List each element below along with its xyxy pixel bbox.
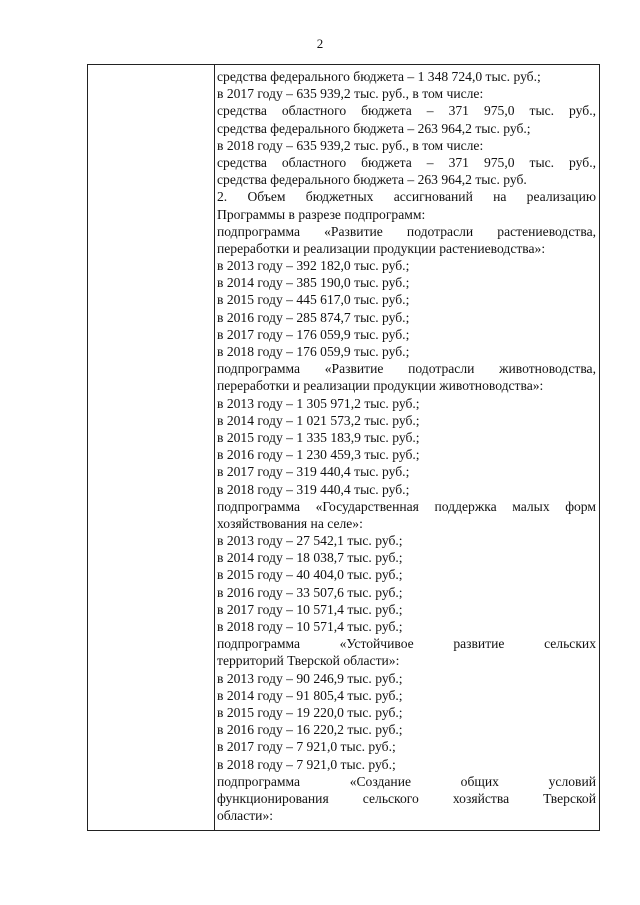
text-line: в 2017 году – 7 921,0 тыс. руб.;	[217, 739, 396, 755]
text-line: в 2015 году – 19 220,0 тыс. руб.;	[217, 704, 403, 720]
text-line: территорий Тверской области»:	[217, 653, 400, 669]
text-line: в 2017 году – 319 440,4 тыс. руб.;	[217, 464, 410, 480]
text-line: в 2017 году – 635 939,2 тыс. руб., в том числе:	[217, 86, 484, 102]
text-line: подпрограмма «Развитие подотрасли животноводства,	[217, 361, 596, 377]
passport-table	[87, 64, 600, 831]
text-line: хозяйствования на селе»:	[217, 515, 363, 531]
text-line: средства федерального бюджета – 1 348 724,0 тыс. руб.;	[217, 69, 541, 84]
text-line: в 2013 году – 90 246,9 тыс. руб.;	[217, 670, 403, 686]
text-line: в 2015 году – 445 617,0 тыс. руб.;	[217, 292, 410, 308]
table-content-cell	[215, 65, 599, 830]
text-line: в 2015 году – 1 335 183,9 тыс. руб.;	[217, 429, 420, 445]
text-line: в 2018 году – 176 059,9 тыс. руб.;	[217, 344, 410, 359]
text-line: в 2017 году – 10 571,4 тыс. руб.;	[217, 601, 403, 617]
text-line: в 2018 году – 10 571,4 тыс. руб.;	[217, 619, 403, 634]
page-number: 2	[316, 36, 324, 51]
table-label-cell	[88, 65, 215, 830]
text-line: в 2013 году – 27 542,1 тыс. руб.;	[217, 533, 403, 549]
text-line: 2. Объем бюджетных ассигнований на реализацию	[217, 189, 596, 205]
text-line: области»:	[217, 808, 274, 824]
text-line: в 2014 году – 91 805,4 тыс. руб.;	[217, 687, 403, 703]
text-line: переработки и реализации продукции растениеводства»:	[217, 240, 546, 256]
text-line: в 2013 году – 1 305 971,2 тыс. руб.;	[217, 395, 420, 411]
text-line: подпрограмма «Развитие подотрасли растениеводства,	[217, 223, 596, 239]
text-line: в 2017 году – 176 059,9 тыс. руб.;	[217, 326, 410, 342]
text-line: в 2015 году – 40 404,0 тыс. руб.;	[217, 567, 403, 583]
text-line: в 2016 году – 33 507,6 тыс. руб.;	[217, 584, 403, 600]
text-line: в 2018 году – 635 939,2 тыс. руб., в том числе:	[217, 137, 484, 153]
text-line: в 2016 году – 16 220,2 тыс. руб.;	[217, 722, 403, 738]
text-line: функционирования сельского хозяйства Тверской	[217, 790, 596, 806]
text-line: в 2018 году – 7 921,0 тыс. руб.;	[217, 756, 396, 772]
text-line: средства федерального бюджета – 263 964,2 тыс. руб.;	[217, 120, 531, 136]
text-line: в 2014 году – 18 038,7 тыс. руб.;	[217, 550, 403, 566]
text-line: в 2013 году – 392 182,0 тыс. руб.;	[217, 258, 410, 274]
text-line: Программы в разрезе подпрограмм:	[217, 206, 426, 222]
text-line: подпрограмма «Создание общих условий	[217, 773, 596, 789]
text-line: средства областного бюджета – 371 975,0 тыс. руб.,	[217, 154, 596, 170]
text-line: в 2018 году – 319 440,4 тыс. руб.;	[217, 481, 410, 497]
text-line: средства областного бюджета – 371 975,0 тыс. руб.,	[217, 103, 596, 119]
text-line: в 2016 году – 1 230 459,3 тыс. руб.;	[217, 447, 420, 463]
text-line: в 2014 году – 385 190,0 тыс. руб.;	[217, 275, 410, 291]
text-line: в 2016 году – 285 874,7 тыс. руб.;	[217, 309, 410, 325]
text-line: подпрограмма «Государственная поддержка малых форм	[217, 498, 596, 514]
text-line: подпрограмма «Устойчивое развитие сельских	[217, 636, 596, 652]
text-line: переработки и реализации продукции животноводства»:	[217, 378, 544, 394]
text-line: в 2014 году – 1 021 573,2 тыс. руб.;	[217, 412, 420, 428]
text-line: средства федерального бюджета – 263 964,2 тыс. руб.	[217, 172, 527, 188]
